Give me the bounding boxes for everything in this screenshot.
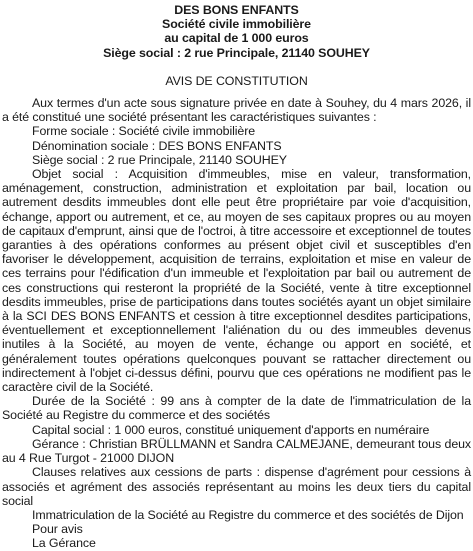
company-form: Société civile immobilière xyxy=(162,17,311,32)
company-capital: au capital de 1 000 euros xyxy=(164,31,309,46)
clauses-cessions: Clauses relatives aux cessions de parts : dispense d'agrément pour cessions à associés et agrément des associés représentant au moins les deux tiers du capital social xyxy=(2,465,471,508)
notice-header xyxy=(2,3,471,60)
forme-sociale: Forme sociale : Société civile immobilière xyxy=(32,124,256,139)
intro-paragraph: Aux termes d'un acte sous signature privée en date à Souhey, du 4 mars 2026, il a été constitué une société présentant les caractéristiques suivantes : xyxy=(2,96,471,125)
pour-avis: Pour avis xyxy=(32,522,83,537)
gerance: Gérance : Christian BRÜLLMANN et Sandra CALMEJANE, demeurant tous deux au 4 Rue Turgot - 21000 DIJON xyxy=(2,436,471,466)
notice-body xyxy=(2,96,471,551)
duree-societe: Durée de la Société : 99 ans à compter de la date de l'immatriculation de la Société au Registre du commerce et des sociétés xyxy=(2,394,471,423)
siege-social: Siège social : 2 rue Principale, 21140 SOUHEY xyxy=(32,152,287,167)
company-name: DES BONS ENFANTS xyxy=(174,3,299,17)
denomination-sociale: Dénomination sociale : DES BONS ENFANTS xyxy=(32,138,282,153)
company-seat: Siège social : 2 rue Principale, 21140 SOUHEY xyxy=(103,45,370,60)
objet-social: Objet social : Acquisition d'immeubles, mise en valeur, transformation, aménagement, construction, administration et exploitation par bail, location ou autrement desdits immeubles dont elle peut être propriétaire par voie d'acquisition, échange, apport ou autrement, et ce, au moyen de ses capitaux propres ou au moyen de capitaux d'emprunt, ainsi que de l'octroi, à titre accessoire et exceptionnel de toutes garanties à des opérations conformes au présent objet civil et susceptibles d'en favoriser le développement, acquisition de terrains, exploitation et mise en valeur de ces terrains pour l'édification d'un immeuble et l'exploitation par bail ou autrement de ces constructions qui resteront la propriété de la Société, vente à titre exceptionnel desdits immeubles, prise de participations dans toutes sociétés ayant un objet similaire à la SCI DES BONS ENFANTS et cession à titre exceptionnel desdites participations, éventuellement et exceptionnellement l'aliénation du ou des immeubles devenus inutiles à la Société, au moyen de vente, échange ou apport en société, et généralement toutes opérations quelconques pouvant se rattacher directement ou indirectement à l'objet ci-dessus défini, pourvu que ces opérations ne modifient pas le caractère civil de la Société. xyxy=(2,167,471,395)
signature: La Gérance xyxy=(32,536,96,551)
capital-social: Capital social : 1 000 euros, constitué uniquement d'apports en numéraire xyxy=(32,422,430,437)
immatriculation: Immatriculation de la Société au Registre du commerce et des sociétés de Dijon xyxy=(32,507,464,522)
notice-title: AVIS DE CONSTITUTION xyxy=(165,73,308,88)
